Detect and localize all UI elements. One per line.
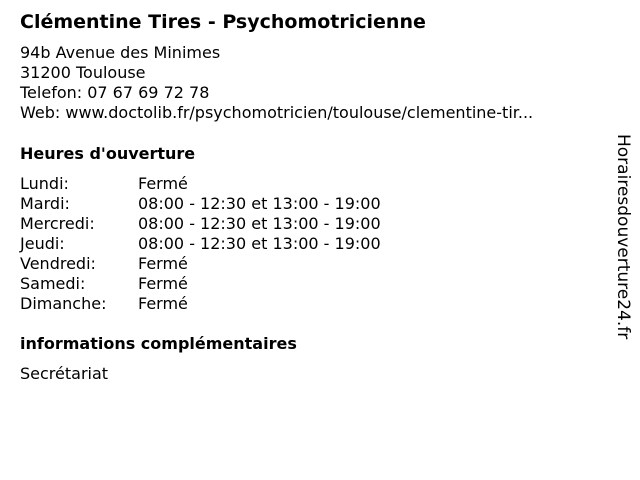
web-link[interactable]: www.doctolib.fr/psychomotricien/toulouse/clementine-tir...	[65, 103, 534, 122]
hours-day: Mardi:	[20, 194, 70, 213]
phone-number[interactable]: 07 67 69 72 78	[87, 83, 210, 102]
hours-row-saturday	[20, 274, 381, 294]
additional-info-text: Secrétariat	[20, 364, 109, 383]
hours-row-wednesday	[20, 214, 381, 234]
hours-row-monday	[20, 174, 381, 194]
hours-day: Mercredi:	[20, 214, 95, 233]
phone-label: Telefon:	[20, 83, 83, 102]
hours-row-thursday	[20, 234, 381, 254]
web-label: Web:	[20, 103, 61, 122]
address-line-street: 94b Avenue des Minimes	[20, 43, 221, 62]
additional-info-heading: informations complémentaires	[20, 334, 297, 353]
site-watermark: Horairesdouverture24.fr	[613, 134, 633, 340]
hours-day: Lundi:	[20, 174, 69, 193]
business-name: Clémentine Tires - Psychomotricienne	[20, 11, 426, 33]
hours-row-tuesday	[20, 194, 381, 214]
hours-row-friday	[20, 254, 381, 274]
hours-day: Jeudi:	[20, 234, 65, 253]
opening-hours-heading: Heures d'ouverture	[20, 144, 196, 163]
hours-time: 08:00 - 12:30 et 13:00 - 19:00	[138, 234, 381, 253]
hours-time: Fermé	[138, 254, 188, 273]
hours-day: Samedi:	[20, 274, 86, 293]
hours-time: 08:00 - 12:30 et 13:00 - 19:00	[138, 214, 381, 233]
hours-day: Vendredi:	[20, 254, 96, 273]
hours-time: 08:00 - 12:30 et 13:00 - 19:00	[138, 194, 381, 213]
hours-time: Fermé	[138, 174, 188, 193]
hours-row-sunday	[20, 294, 381, 314]
hours-time: Fermé	[138, 294, 188, 313]
hours-time: Fermé	[138, 274, 188, 293]
web-line	[20, 103, 590, 123]
contact-block	[20, 43, 590, 123]
phone-line	[20, 83, 590, 103]
address-line-city: 31200 Toulouse	[20, 63, 146, 82]
opening-hours-table	[20, 174, 381, 314]
hours-day: Dimanche:	[20, 294, 107, 313]
